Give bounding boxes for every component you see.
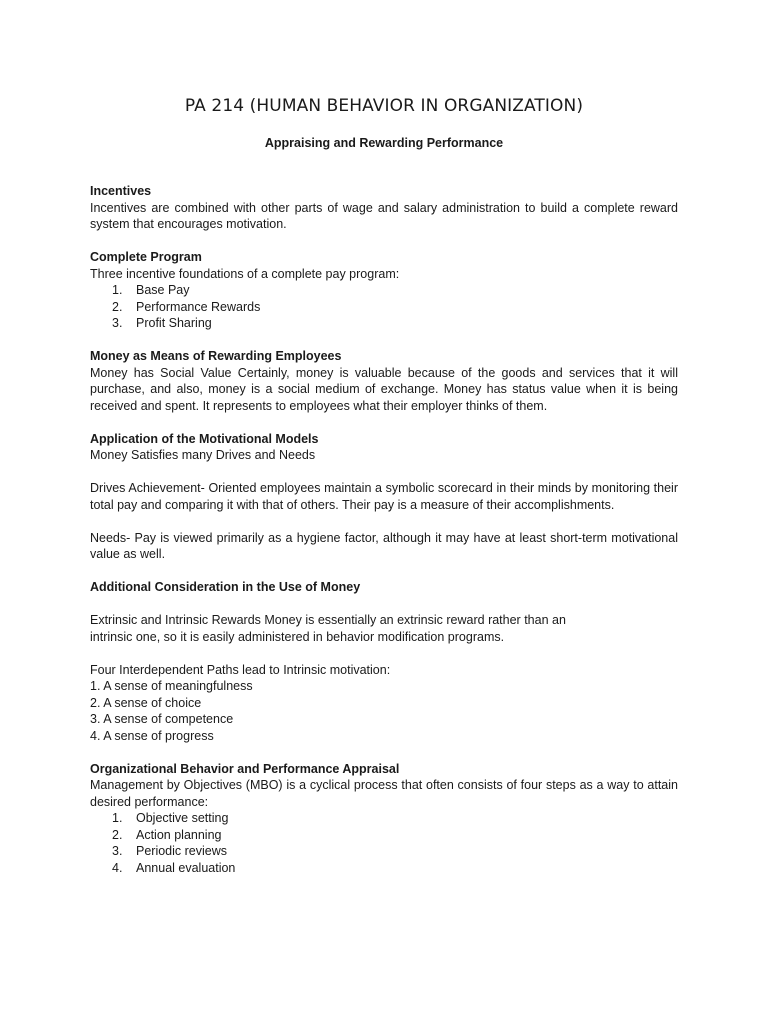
list-number: 1. <box>112 283 123 297</box>
list-number: 2. <box>112 299 123 314</box>
section-heading: Organizational Behavior and Performance Appraisal <box>90 761 400 776</box>
section-heading: Money as Means of Rewarding Employees <box>90 349 342 363</box>
list-item <box>90 860 678 877</box>
section-paragraph: Four Interdependent Paths lead to Intrinsic motivation: <box>90 662 391 677</box>
document-subtitle: Appraising and Rewarding Performance <box>264 136 504 150</box>
section-complete-program <box>90 249 678 332</box>
list-text: Profit Sharing <box>136 316 212 330</box>
section-paragraph: Three incentive foundations of a complete pay program: <box>90 266 400 281</box>
list-item <box>90 843 678 860</box>
list-number: 3. <box>112 316 123 330</box>
list-number: 2. <box>112 827 123 842</box>
section-application <box>90 431 678 563</box>
list-item: 1. A sense of meaningfulness <box>90 679 253 693</box>
list-text: Performance Rewards <box>136 299 261 314</box>
list-item <box>90 315 678 332</box>
section-line: Extrinsic and Intrinsic Rewards Money is essentially an extrinsic reward rather than an <box>90 613 566 627</box>
list-item: 3. A sense of competence <box>90 712 234 726</box>
list-number: 3. <box>112 844 123 858</box>
list-text: Objective setting <box>136 811 229 825</box>
section-heading: Incentives <box>90 184 152 198</box>
document-page <box>90 0 678 1024</box>
list-item <box>90 810 678 827</box>
section-paragraph: Drives Achievement- Oriented employees maintain a symbolic scorecard in their minds by monitoring their total pay and comparing it with that of others. Their pay is a measure of their accomplishments. <box>90 481 678 512</box>
list-item: 4. A sense of progress <box>90 728 214 743</box>
section-paragraph: Incentives are combined with other parts of wage and salary administration to build a complete reward system that encourages motivation. <box>90 200 678 231</box>
section-paragraph: Needs- Pay is viewed primarily as a hygiene factor, although it may have at least short-term motivational value as well. <box>90 530 678 561</box>
section-line: intrinsic one, so it is easily administered in behavior modification programs. <box>90 629 505 644</box>
list-number: 4. <box>112 860 123 875</box>
section-paragraph: Management by Objectives (MBO) is a cyclical process that often consists of four steps as a way to attain desired performance: <box>90 778 678 809</box>
section-heading: Application of the Motivational Models <box>90 431 319 446</box>
mbo-steps-list <box>90 810 678 876</box>
section-incentives <box>90 183 678 233</box>
list-text: Base Pay <box>136 283 190 297</box>
list-item: 2. A sense of choice <box>90 695 202 710</box>
list-item <box>90 282 678 299</box>
section-paragraph: Money has Social Value Certainly, money is valuable because of the goods and services that it will purchase, and also, money is a social medium of exchange. Money has status value when it is being received and spent. It represents to employees what their employer thinks of them. <box>90 365 678 413</box>
section-paragraph: Money Satisfies many Drives and Needs <box>90 448 316 462</box>
section-heading: Complete Program <box>90 250 202 264</box>
list-text: Annual evaluation <box>136 860 236 875</box>
section-money <box>90 348 678 414</box>
section-additional-consideration <box>90 579 678 744</box>
list-item <box>90 299 678 316</box>
section-ob-appraisal <box>90 761 678 877</box>
list-text: Action planning <box>136 827 222 842</box>
document-title: PA 214 (HUMAN BEHAVIOR IN ORGANIZATION) <box>184 96 584 116</box>
list-number: 1. <box>112 811 123 825</box>
document-body <box>90 183 678 876</box>
section-heading: Additional Consideration in the Use of Money <box>90 580 361 594</box>
list-text: Periodic reviews <box>136 844 228 858</box>
pay-program-list <box>90 282 678 332</box>
list-item <box>90 827 678 844</box>
